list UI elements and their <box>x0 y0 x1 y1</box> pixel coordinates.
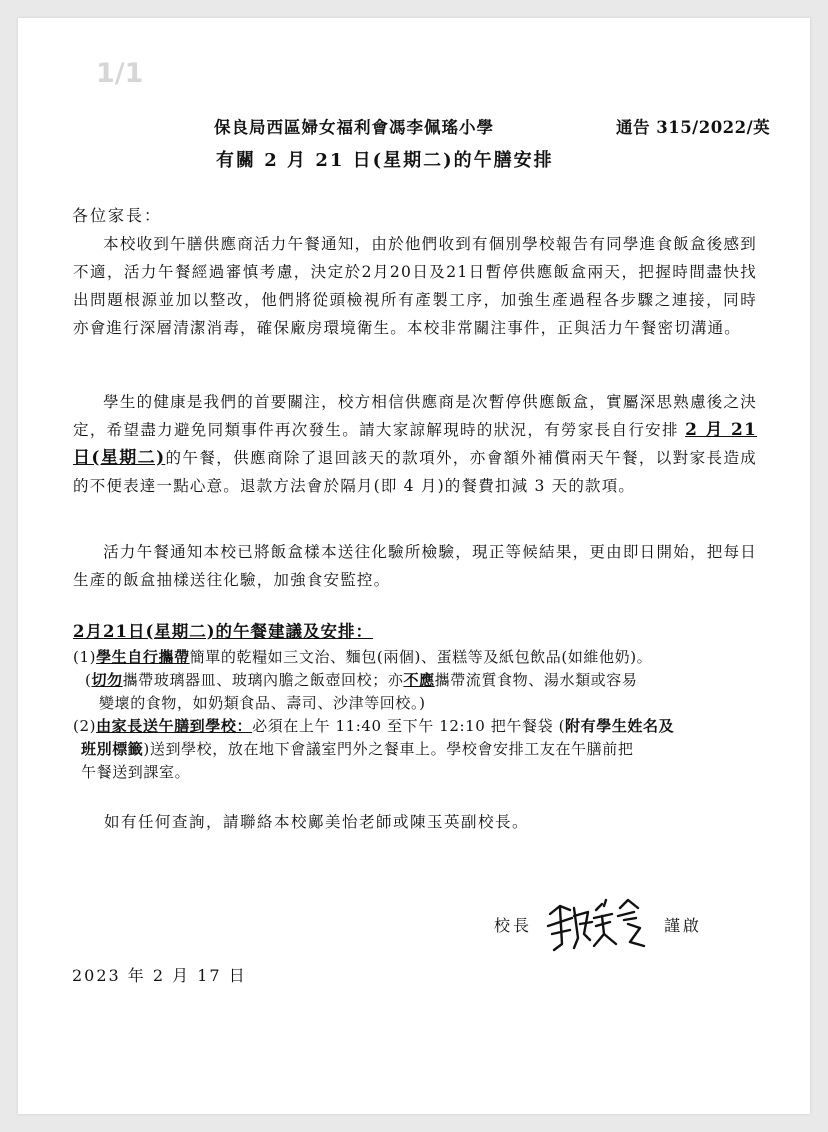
page-counter: 1/1 <box>96 58 144 89</box>
item-1-note-text-1: 攜帶玻璃器皿、玻璃內膽之飯壺回校；亦 <box>122 671 404 689</box>
item-2-text-1: 必須在上午 11:40 至下午 12:10 把午餐袋 ( <box>252 717 566 735</box>
principal-title: 校長 <box>494 916 533 935</box>
arrangements-heading: 2月21日(星期二)的午餐建議及安排： <box>73 622 374 641</box>
salutation: 各位家長： <box>72 206 163 225</box>
item-2-bold: 由家長送午膳到學校： <box>96 717 253 735</box>
item-1-text: 簡單的乾糧如三文治、麵包(兩個)、蛋糕等及紙包飲品(如維他奶)。 <box>189 648 653 666</box>
item-1-note-text-2: 攜帶流質食物、湯水類或容易 <box>434 671 638 689</box>
notice-number: 通告 315/2022/英 <box>616 118 771 137</box>
paragraph-2 <box>73 388 757 500</box>
date-highlight: 2 月 21 日(星期二) <box>73 420 758 468</box>
item-1-note-open: ( <box>85 671 92 689</box>
document-page <box>18 18 810 1114</box>
paragraph-1 <box>73 230 757 342</box>
notice-title: 有關 2 月 21 日(星期二)的午膳安排 <box>216 150 554 171</box>
item-2-bold-2: 附有學生姓名及 <box>565 717 675 735</box>
arrangement-item-2 <box>73 715 763 784</box>
paragraph-2-text-b: 的午餐，供應商除了退回該天的款項外，亦會額外補償兩天午餐，以對家長造成的不便表達一點心意。退款方法會於隔月(即 4 月)的餐費扣減 3 天的款項。 <box>73 449 757 495</box>
item-1-note-line-2: 變壞的食物，如奶類食品、壽司、沙津等回校。) <box>99 694 426 712</box>
closing-word: 謹啟 <box>664 916 703 935</box>
paragraph-2-text-a: 學生的健康是我們的首要關注，校方相信供應商是次暫停供應飯盒，實屬深思熟慮後之決定，希望盡力避免同類事件再次發生。請大家諒解現時的狀況，有勞家長自行安排 <box>73 393 757 439</box>
signature-block <box>494 894 734 954</box>
item-2-text-3: 午餐送到課室。 <box>81 763 191 781</box>
enquiry-note: 如有任何查詢，請聯絡本校鄺美怡老師或陳玉英副校長。 <box>104 813 530 831</box>
item-1-bold: 學生自行攜帶 <box>96 648 190 666</box>
item-2-bold-3: 班別標籤 <box>81 740 144 758</box>
item-2-number: (2) <box>73 717 97 735</box>
paragraph-3-text: 活力午餐通知本校已將飯盒樣本送往化驗所檢驗，現正等候結果，更由即日開始，把每日生產的飯盒抽樣送往化驗，加強食安監控。 <box>73 543 757 589</box>
notice-date: 2023 年 2 月 17 日 <box>72 966 247 985</box>
item-1-note-bold-1: 切勿 <box>91 671 123 689</box>
paragraph-3 <box>73 538 757 594</box>
item-1-number: (1) <box>73 648 97 666</box>
paragraph-1-text: 本校收到午膳供應商活力午餐通知，由於他們收到有個別學校報告有同學進食飯盒後感到不適，活力午餐經過審慎考慮，決定於2月20日及21日暫停供應飯盒兩天，把握時間盡快找出問題根源並加以整改，他們將從頭檢視所有產製工序，加強生產過程各步驟之連接，同時亦會進行深層清潔消毒，確保廠房環境衛生。本校非常關注事件，正與活力午餐密切溝通。 <box>73 235 757 337</box>
school-name: 保良局西區婦女福利會馮李佩瑤小學 <box>214 118 494 137</box>
item-2-text-2: )送到學校，放在地下會議室門外之餐車上。學校會安排工友在午膳前把 <box>143 740 634 758</box>
handwritten-signature <box>544 894 659 954</box>
arrangement-item-1 <box>73 646 763 715</box>
item-1-note-bold-2: 不應 <box>403 671 435 689</box>
